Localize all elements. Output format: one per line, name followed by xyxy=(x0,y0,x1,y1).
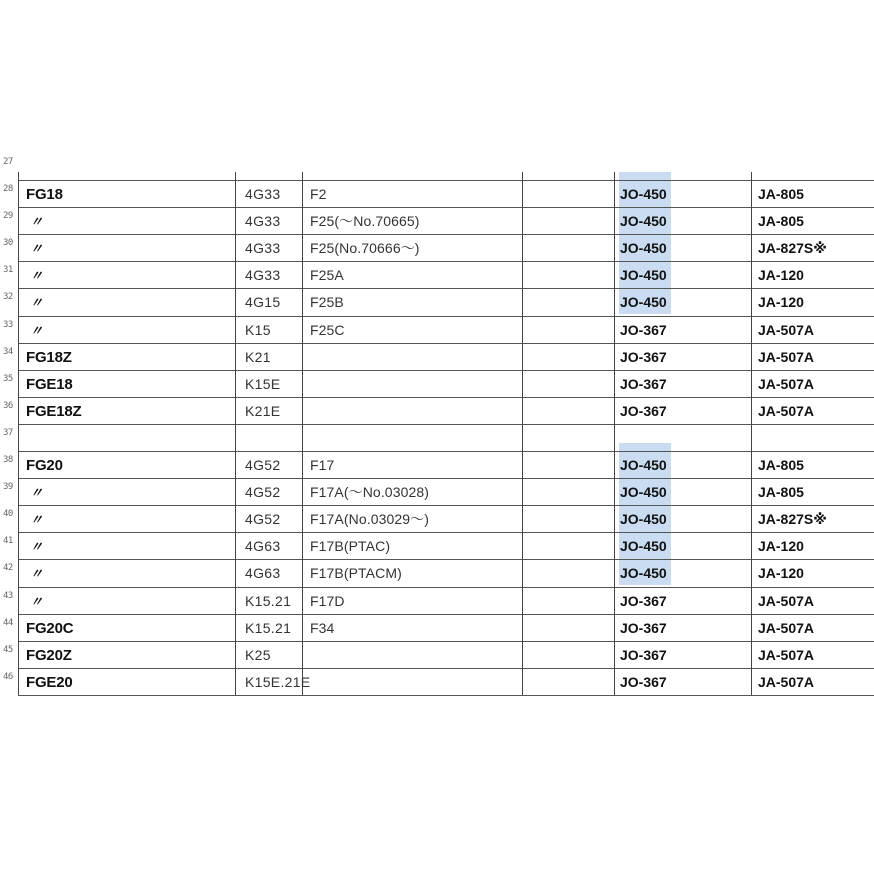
part-number-cell: JA-507A xyxy=(758,619,815,636)
table-row xyxy=(18,641,874,668)
model-cell: FGE20 xyxy=(26,673,73,691)
table-row xyxy=(18,397,874,424)
engine-cell: 4G33 xyxy=(245,240,281,257)
part-number-cell: JA-120 xyxy=(758,267,804,284)
engine-cell: 4G63 xyxy=(245,565,281,582)
model-cell: FGE18Z xyxy=(26,402,82,420)
engine-cell: 4G33 xyxy=(245,213,281,230)
oil-filter-cell: JO-367 xyxy=(620,592,667,609)
variant-cell: F17A(～No.03028) xyxy=(310,484,430,501)
engine-cell: K15 xyxy=(245,321,271,338)
engine-cell: 4G52 xyxy=(245,457,281,473)
part-number-cell: JA-507A xyxy=(758,348,815,365)
oil-filter-cell: JO-367 xyxy=(620,402,667,419)
oil-filter-cell: JO-450 xyxy=(620,538,667,555)
table-row xyxy=(18,343,874,370)
engine-cell: K15E.21E xyxy=(245,673,311,690)
engine-cell: 4G52 xyxy=(245,511,281,528)
variant-cell: F34 xyxy=(310,619,335,636)
model-cell: FGE18 xyxy=(26,375,73,393)
row-divider xyxy=(18,695,874,696)
model-cell: 〃 xyxy=(30,295,43,311)
row-number: 34 xyxy=(3,346,13,357)
model-cell: 〃 xyxy=(30,593,43,609)
row-number: 45 xyxy=(3,644,13,655)
row-number: 37 xyxy=(3,427,13,438)
engine-cell: K15E xyxy=(245,375,281,392)
table-row xyxy=(18,614,874,641)
engine-cell: K25 xyxy=(245,646,271,663)
table-row xyxy=(18,587,874,614)
oil-filter-cell: JO-450 xyxy=(620,294,667,311)
engine-cell: K15.21 xyxy=(245,619,292,636)
oil-filter-cell: JO-450 xyxy=(620,186,667,202)
part-number-cell: JA-507A xyxy=(758,673,815,690)
row-number: 41 xyxy=(3,536,13,547)
row-number: 30 xyxy=(3,238,13,249)
part-number-cell: JA-805 xyxy=(758,213,804,230)
part-number-cell: JA-507A xyxy=(758,646,815,663)
table-row xyxy=(18,451,874,478)
row-number: 27 xyxy=(3,156,13,167)
oil-filter-cell: JO-450 xyxy=(620,240,667,257)
variant-cell: F17A(No.03029～) xyxy=(310,511,430,528)
model-cell: 〃 xyxy=(30,512,43,528)
variant-cell: F25(～No.70665) xyxy=(310,213,420,230)
table-row xyxy=(18,180,874,207)
variant-cell: F2 xyxy=(310,186,327,202)
table-row xyxy=(18,478,874,505)
part-number-cell: JA-827S※ xyxy=(758,240,827,257)
oil-filter-cell: JO-450 xyxy=(620,457,667,473)
engine-cell: 4G33 xyxy=(245,186,281,202)
part-number-cell: JA-805 xyxy=(758,457,804,473)
engine-cell: 4G15 xyxy=(245,294,281,311)
table-row xyxy=(18,288,874,315)
table-row xyxy=(18,261,874,288)
table-row xyxy=(18,668,874,695)
part-number-cell: JA-120 xyxy=(758,565,804,582)
part-number-cell: JA-120 xyxy=(758,538,804,555)
row-number: 29 xyxy=(3,211,13,222)
row-number: 28 xyxy=(3,184,13,194)
model-cell: 〃 xyxy=(30,241,43,257)
model-cell: FG20C xyxy=(26,619,74,637)
variant-cell: F25A xyxy=(310,267,344,284)
row-number: 35 xyxy=(3,373,13,384)
model-cell: 〃 xyxy=(30,214,43,230)
model-cell: 〃 xyxy=(30,566,43,582)
part-number-cell: JA-827S※ xyxy=(758,511,827,528)
variant-cell: F25(No.70666～) xyxy=(310,240,420,257)
row-number: 44 xyxy=(3,617,13,628)
part-number-cell: JA-805 xyxy=(758,186,804,202)
model-cell: 〃 xyxy=(30,322,43,338)
model-cell: 〃 xyxy=(30,485,43,501)
oil-filter-cell: JO-367 xyxy=(620,673,667,690)
oil-filter-cell: JO-450 xyxy=(620,511,667,528)
row-number: 33 xyxy=(3,319,13,330)
table-row xyxy=(18,234,874,261)
model-cell: 〃 xyxy=(30,268,43,284)
row-number: 31 xyxy=(3,265,13,276)
model-cell: FG18 xyxy=(26,186,63,203)
model-cell: FG20Z xyxy=(26,646,72,664)
row-number: 46 xyxy=(3,671,13,682)
oil-filter-cell: JO-367 xyxy=(620,375,667,392)
part-number-cell: JA-805 xyxy=(758,484,804,501)
row-number: 36 xyxy=(3,400,13,411)
oil-filter-cell: JO-367 xyxy=(620,348,667,365)
oil-filter-cell: JO-367 xyxy=(620,321,667,338)
table-row xyxy=(18,207,874,234)
variant-cell: F17D xyxy=(310,592,345,609)
row-number: 38 xyxy=(3,455,13,465)
row-number: 39 xyxy=(3,482,13,493)
variant-cell: F17B(PTAC) xyxy=(310,538,391,555)
table-row xyxy=(18,559,874,586)
engine-cell: 4G33 xyxy=(245,267,281,284)
part-number-cell: JA-507A xyxy=(758,321,815,338)
model-cell: FG20 xyxy=(26,457,63,474)
variant-cell: F17 xyxy=(310,457,335,473)
part-number-cell: JA-507A xyxy=(758,592,815,609)
variant-cell: F25B xyxy=(310,294,344,311)
row-number: 32 xyxy=(3,292,13,303)
oil-filter-cell: JO-367 xyxy=(620,619,667,636)
row-number: 43 xyxy=(3,590,13,601)
engine-cell: K15.21 xyxy=(245,592,292,609)
part-number-cell: JA-507A xyxy=(758,375,815,392)
table-row xyxy=(18,316,874,343)
model-cell: 〃 xyxy=(30,539,43,555)
table-row xyxy=(18,370,874,397)
table-row xyxy=(18,424,874,451)
row-number: 42 xyxy=(3,563,13,574)
engine-cell: 4G63 xyxy=(245,538,281,555)
engine-cell: 4G52 xyxy=(245,484,281,501)
row-number: 40 xyxy=(3,509,13,520)
model-cell: FG18Z xyxy=(26,348,72,366)
variant-cell: F17B(PTACM) xyxy=(310,565,402,582)
oil-filter-cell: JO-367 xyxy=(620,646,667,663)
oil-filter-cell: JO-450 xyxy=(620,565,667,582)
part-number-cell: JA-120 xyxy=(758,294,804,311)
oil-filter-cell: JO-450 xyxy=(620,484,667,501)
engine-cell: K21 xyxy=(245,348,271,365)
variant-cell: F25C xyxy=(310,321,345,338)
oil-filter-cell: JO-450 xyxy=(620,267,667,284)
oil-filter-cell: JO-450 xyxy=(620,213,667,230)
spreadsheet-table xyxy=(0,156,874,706)
table-row xyxy=(18,532,874,559)
table-row xyxy=(18,505,874,532)
part-number-cell: JA-507A xyxy=(758,402,815,419)
engine-cell: K21E xyxy=(245,402,281,419)
